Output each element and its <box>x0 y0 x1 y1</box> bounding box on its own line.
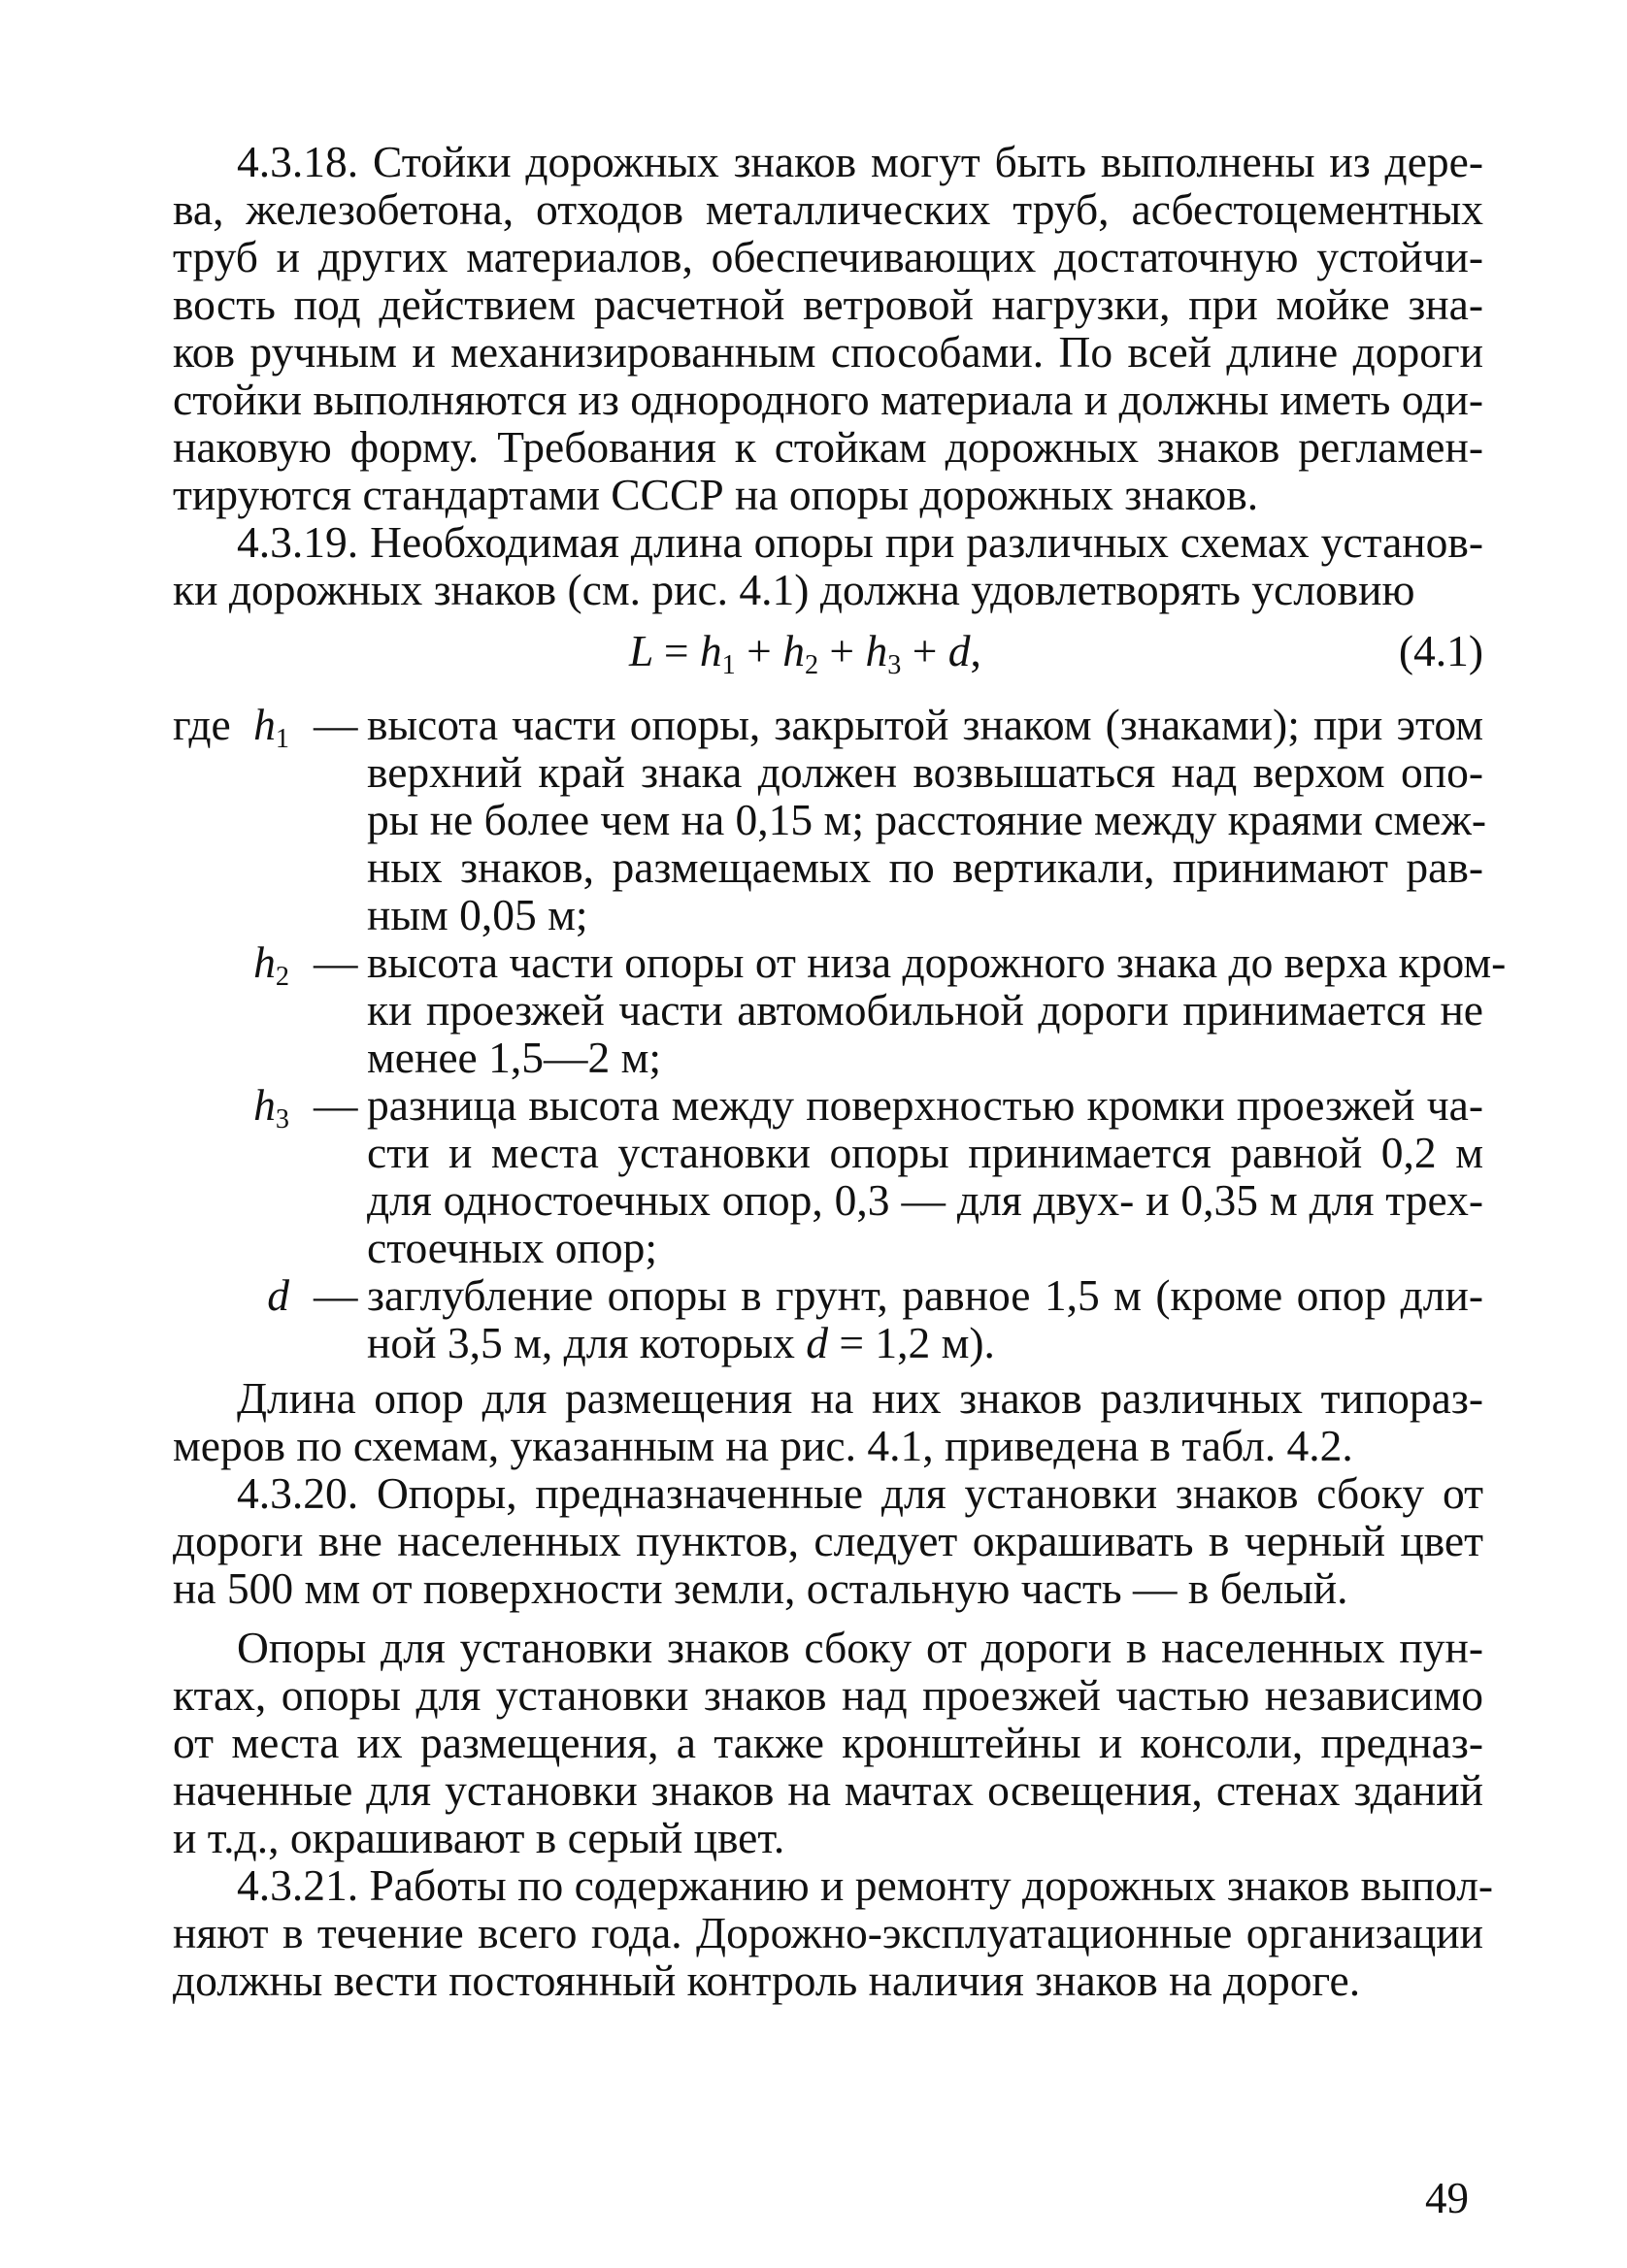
variable-d: d <box>806 1318 828 1367</box>
formula-h: h <box>782 626 805 675</box>
definition-symbol <box>241 937 289 992</box>
text-line: менее 1,5—2 м; <box>367 1033 662 1082</box>
formula-h: h <box>699 626 722 675</box>
symbol-letter: d <box>267 1270 289 1320</box>
symbol-subscript: 3 <box>275 1103 289 1134</box>
paragraph-supports <box>173 1624 1483 1861</box>
definition-dash: — <box>314 1270 358 1320</box>
paragraph-4-3-21 <box>173 1860 1494 2005</box>
text-line: стоечных опор; <box>367 1223 658 1272</box>
text-line: ным 0,05 м; <box>367 890 588 939</box>
text-line: Длина опор для размещения на них знаков различных типораз- <box>237 1373 1483 1423</box>
definition-text <box>367 1081 1483 1271</box>
formula-d: d <box>947 626 971 675</box>
text-line: дороги вне населенных пунктов, следует окрашивать в черный цвет <box>173 1516 1483 1565</box>
formula-h: h <box>865 626 888 675</box>
text-line: ков ручным и механизированным способами. По всей длине дороги <box>173 327 1483 377</box>
text-line: 4.3.20. Опоры, предназначенные для установки знаков сбоку от <box>237 1468 1483 1518</box>
text-line: высота части опоры от низа дорожного знака до верха кром- <box>367 937 1507 987</box>
definitions-list <box>173 700 1507 1367</box>
text-line <box>367 1319 1483 1366</box>
text-line: тируются стандартами СССР на опоры дорожных знаков. <box>173 470 1259 519</box>
definition-h1 <box>173 700 1487 939</box>
formula-4-1 <box>173 621 1483 695</box>
definition-dash: — <box>314 700 358 749</box>
text-line: заглубление опоры в грунт, равное 1,5 м (кроме опор дли- <box>367 1270 1483 1320</box>
definition-text <box>367 1271 1483 1366</box>
text-line: высота части опоры, закрытой знаком (знаками); при этом <box>367 700 1483 749</box>
definition-dash: — <box>314 1080 358 1130</box>
text-line: ры не более чем на 0,15 м; расстояние между краями смеж- <box>367 795 1487 844</box>
paragraph-4-3-18 <box>173 138 1483 518</box>
text-line: 4.3.18. Стойки дорожных знаков могут быть выполнены из дере- <box>237 137 1483 186</box>
page-body <box>173 137 1507 2005</box>
definition-dash: — <box>314 937 358 987</box>
symbol-letter: h <box>253 700 276 749</box>
definition-h3 <box>173 1081 1483 1271</box>
text-line: для одностоечных опор, 0,3 — для двух- и 0,35 м для трех- <box>367 1175 1483 1225</box>
text-line: вость под действием расчетной ветровой нагрузки, при мойке зна- <box>173 279 1483 329</box>
text-line: ктах, опоры для установки знаков над проезжей частью независимо <box>173 1670 1483 1720</box>
formula-plus: + <box>747 626 772 675</box>
text-line: ных знаков, размещаемых по вертикали, принимают рав- <box>367 842 1483 892</box>
text-line: наковую форму. Требования к стойкам дорожных знаков регламен- <box>173 422 1483 472</box>
symbol-subscript: 2 <box>275 961 289 992</box>
definition-text <box>367 937 1507 1082</box>
text-line: стойки выполняются из однородного материала и должны иметь оди- <box>173 375 1483 424</box>
paragraph-length <box>173 1374 1483 1469</box>
text-line: ва, железобетона, отходов металлических труб, асбестоцементных <box>173 184 1483 234</box>
formula-l: L <box>629 626 653 675</box>
formula-expression <box>629 626 981 680</box>
paragraph-4-3-20 <box>173 1469 1483 1612</box>
text-line: ки проезжей части автомобильной дороги принимается не <box>367 985 1483 1035</box>
formula-comma: , <box>970 626 981 675</box>
text-line: меров по схемам, указанным на рис. 4.1, приведена в табл. 4.2. <box>173 1421 1353 1470</box>
definition-d <box>173 1271 1483 1366</box>
formula-number: (4.1) <box>1398 626 1483 675</box>
text-line: на 500 мм от поверхности земли, остальную часть — в белый. <box>173 1563 1348 1613</box>
text-line: и т.д., окрашивают в серый цвет. <box>173 1813 785 1862</box>
text-line: ки дорожных знаков (см. рис. 4.1) должна удовлетворять условию <box>173 565 1415 614</box>
definition-symbol <box>241 700 289 754</box>
text-line: сти и места установки опоры принимается равной 0,2 м <box>367 1128 1483 1177</box>
text-line: должны вести постоянный контроль наличия знаков на дороге. <box>173 1956 1361 2005</box>
text-line: наченные для установки знаков на мачтах освещения, стенах зданий <box>173 1765 1483 1815</box>
formula-plus: + <box>829 626 855 675</box>
formula-equals: = <box>663 626 689 675</box>
text-line: Опоры для установки знаков сбоку от дороги в населенных пун- <box>237 1623 1483 1672</box>
text-line: верхний край знака должен возвышаться над верхом опо- <box>367 747 1483 797</box>
symbol-letter: h <box>253 1080 276 1130</box>
text-line: от места их размещения, а также кронштейны и консоли, предназ- <box>173 1718 1483 1767</box>
formula-plus: + <box>912 626 938 675</box>
symbol-subscript: 1 <box>275 723 289 754</box>
formula-sub: 1 <box>721 649 736 680</box>
symbol-letter: h <box>253 937 276 987</box>
text-line: 4.3.19. Необходимая длина опоры при различных схемах установ- <box>237 517 1483 567</box>
text-line: труб и других материалов, обеспечивающих достаточную устойчи- <box>173 232 1483 281</box>
definition-symbol <box>241 1271 289 1319</box>
formula-sub: 3 <box>887 649 902 680</box>
definition-text <box>367 700 1487 939</box>
page-number: 49 <box>1425 2174 1469 2222</box>
text-fragment: = 1,2 м). <box>827 1318 995 1367</box>
text-fragment: ной 3,5 м, для которых <box>367 1318 807 1367</box>
definition-symbol <box>241 1080 289 1134</box>
where-word: где <box>173 700 231 749</box>
paragraph-4-3-19 <box>173 518 1483 613</box>
text-line: разница высота между поверхностью кромки проезжей ча- <box>367 1080 1483 1130</box>
text-line: няют в течение всего года. Дорожно-эксплуатационные организации <box>173 1908 1483 1957</box>
definition-h2 <box>173 937 1507 1082</box>
text-line: 4.3.21. Работы по содержанию и ремонту дорожных знаков выпол- <box>237 1860 1494 1910</box>
formula-sub: 2 <box>804 649 819 680</box>
